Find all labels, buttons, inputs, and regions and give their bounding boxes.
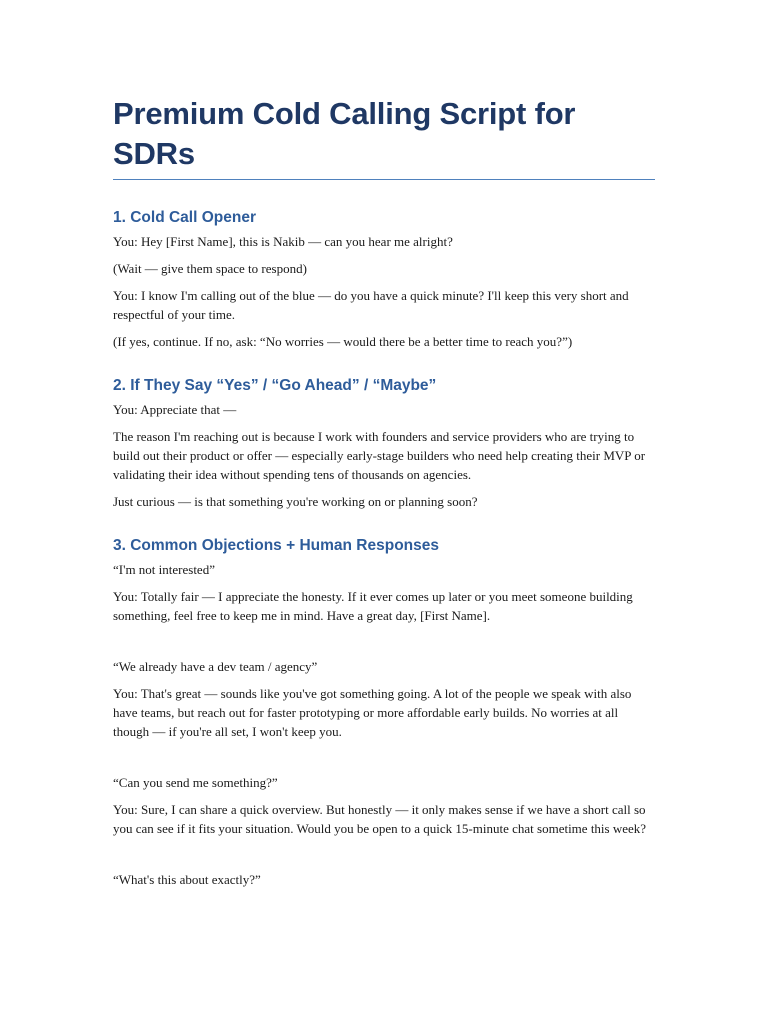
- section-heading: 1. Cold Call Opener: [113, 209, 256, 226]
- objection-quote: “What's this about exactly?”: [113, 872, 261, 887]
- paragraph: (Wait — give them space to respond): [113, 261, 307, 276]
- section-cold-call-opener: [113, 208, 655, 351]
- objection-quote: “We already have a dev team / agency”: [113, 659, 318, 674]
- paragraph: (If yes, continue. If no, ask: “No worries — would there be a better time to reach you?”): [113, 334, 573, 349]
- objection-quote: “Can you send me something?”: [113, 775, 278, 790]
- objection-quote: “I'm not interested”: [113, 562, 215, 577]
- document-page: [113, 94, 655, 889]
- paragraph: The reason I'm reaching out is because I work with founders and service providers who are trying to build out their product or offer — especially early-stage builders who need help creating their MVP or validating their idea without spending tens of thousands on agencies.: [113, 429, 646, 482]
- section-heading: 3. Common Objections + Human Responses: [113, 537, 439, 554]
- paragraph: Just curious — is that something you're working on or planning soon?: [113, 494, 478, 509]
- objection-response: You: That's great — sounds like you've got something going. A lot of the people we speak with also have teams, but reach out for faster prototyping or more affordable early builds. No worries at all though — if you're all set, I won't keep you.: [113, 686, 632, 739]
- paragraph: You: Appreciate that —: [113, 402, 237, 417]
- paragraph: You: Hey [First Name], this is Nakib — can you hear me alright?: [113, 234, 453, 249]
- section-heading: 2. If They Say “Yes” / “Go Ahead” / “Maybe”: [113, 377, 437, 394]
- document-title: Premium Cold Calling Script for SDRs: [113, 94, 655, 180]
- objection-response: You: Totally fair — I appreciate the honesty. If it ever comes up later or you meet someone building something, feel free to keep me in mind. Have a great day, [First Name].: [113, 589, 633, 623]
- paragraph: You: I know I'm calling out of the blue — do you have a quick minute? I'll keep this very short and respectful of your time.: [113, 288, 629, 322]
- section-if-they-say-yes: [113, 376, 655, 511]
- section-common-objections: [113, 536, 655, 889]
- objection-response: You: Sure, I can share a quick overview. But honestly — it only makes sense if we have a short call so you can see if it fits your situation. Would you be open to a quick 15-minute chat sometime this week?: [113, 802, 647, 836]
